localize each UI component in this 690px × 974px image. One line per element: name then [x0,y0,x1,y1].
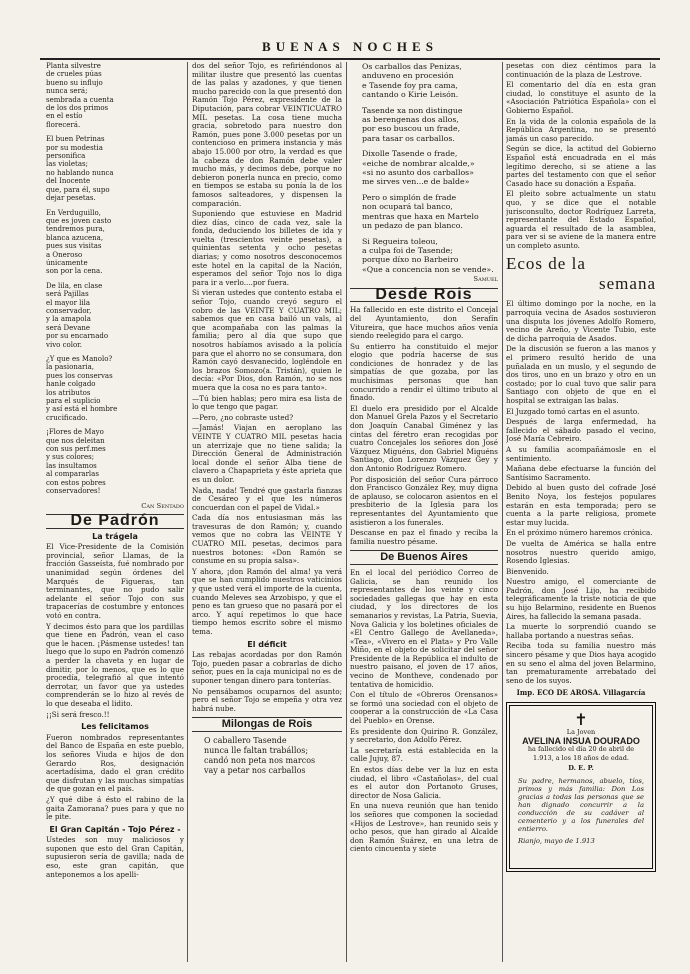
paragraph: En el próximo número haremos crónica. [506,528,653,538]
author-signature: Samuel [473,275,498,284]
paragraph: Con el título de «Obreros Orensanos» se formó una sociedad con el objeto de cooperar a la construcción de «La Casa del Pueblo» en Orense. [350,690,498,726]
poem-stanza: ¡Flores de Mayo que nos deleitan con sus perf.mes y sus colores; las insultamos al compararlas con estos pobres conservadores! [46,428,106,496]
poem-stanza: Pero o simplón de frade non ocupará tal banco, mentras que haxa en Martelo un pedazo de pan blanco. [362,192,479,231]
section-heading: Milongas de Rois [192,717,342,732]
poem-stanza: Planta silvestre de crueles púas bueno su influjo nunca será; sembrada a cuenta de los dos primos en el estío florecerá. [46,62,114,129]
section-heading [506,254,656,294]
poem-stanza: En Verduguillo, que es joven casto tendremos pura, blanca azucena, pues sus visitas a Oneroso únicamente son por la cena. [46,208,112,276]
paragraph: Descanse en paz el finado y reciba la familia nuestro pésame. [350,528,498,546]
section-heading: De Buenos Aires [350,550,498,565]
obituary-date: ha fallecido el día 20 de abril de 1.913, a los 18 años de edad. [527,745,635,762]
paragraph: El comentario del día en esta gran ciudad, lo constituye el asunto de la «Asociación Patriótica Española» con el Gobierno Español. [506,80,656,115]
paragraph: Mañana debe efectuarse la función del Santísimo Sacramento. [506,464,656,482]
poem-stanza: Os carballos das Penizas, anduveno en procesión e Tasende foy pra cama, cantando o Kirie Leisón. [362,62,462,100]
section-heading: De Padrón [46,514,184,529]
paragraph: De la discusión se fueron a las manos y el primero resultó herido de una puñalada en un muslo, y el segundo de dos tiros, uno en un brazo y otro en un costado; por lo cual tuvo que salir para Santiago con objeto de que en el hospital se extraigan las balas. [506,344,656,405]
paragraph: El último domingo por la noche, en la parroquia vecina de Asados sostuvieron una disputa los jóvenes Adolfo Romero, vecino de Areño, y Vicente Tubio, este de dicha parroquia de Asados. [506,299,656,343]
paragraph: Y decimos ésto para que los pardillas que tiene en Padrón, vean el caso que le hacen. ¡Pásmense ustedes! tan luego que lo supo en Padrón comenzó a perder la chaveta y en lugar de dimitir, por lo menos, que es lo que procedía, telegrafió al que intentó derrotar, un favor que ya ustedes comprenderán se lo hizo al revés de lo que deseaba el lidito. [46,621,184,708]
paragraph: La muerte lo sorprendió cuando se hallaba portando a nuestras señas. [506,622,656,640]
paragraph: Su entierro ha constituido el mejor elogio que podría hacerse de sus condiciones de honradez y de las simpatías de que gozaba, por las muchísimas personas que han concurrido a rendir el último tributo al finado. [350,341,498,403]
paragraph: Si vieran ustedes que contento estaba el señor Tojo, cuando creyó seguro el cobro de las VEINTE Y CUATRO MIL; sabemos que en casa bailó un vals, al que acompañaba con las palmas la familia; pero al día que supo que nosotros habíamos avisado a la policía para que el ahorro no se consumara, don Ramón cayó desvanecido, logléndole en los brazos Somozo(a. Tristán), quien le decía: «Por Dios, don Ramón, no se nos muera que la cosa no es para tanto». [192,288,342,392]
paragraph: En estos días debe ver la luz en esta ciudad, el libro «Castañolas», del cual es el autor don Portanoto Gruses, director de Nosa Galicia. [350,765,498,800]
paragraph: ¡¡Si será fresco.!! [46,709,110,719]
masthead-title: BUENAS NOCHES [262,39,438,54]
paragraph: El Juzgado tomó cartas en el asunto. [506,406,640,416]
author-signature: Can Sentado [141,501,184,510]
paragraph: En la vida de la colonia española de la República Argentina, no se presentó jamás un caso parecido. [506,116,656,143]
paragraph: —Jamás! Viajan en aeroplano las VEINTE Y CUATRO MIL pesetas hacia un aterrizaje que no tiene salida; la Dirección General de Administración local donde el señor Alba tiene de clavero a Chapaprieta y éste aprieta que es un dolor. [192,423,342,484]
paragraph: Cada día nos entusiasman más las travesuras de don Ramón; y, cuando vemos que no cobra las VEINTE Y CUATRO MIL pesetas, decimos para nuestros botones: «Don Ramón se consume en su propia salsa». [192,513,342,566]
printer-imprint: Imp. ECO DE AROSA. Villagarcía [516,688,646,698]
poem-stanza: Tasende xa non distingue as berengenas dos allos, por eso buscou un frade, para tasar os carballos. [362,105,463,143]
paragraph: dos del señor Tojo, es refiriéndonos al militar ilustre que presentó las cuentas de las palas y azadones, y que tienen mucho parecido con la que presentó don Ramón Tojo Pérez, expresidente de la Diputación, para cobrar VEINTICUATRO MIL pesetas. La cosa tiene mucha gracia, sobretodo para nuestro don Ramón, pues pone 3.000 pesetas por un contencioso en primera instancia y más abajo 15.000 por otro, la verdad es que la cabeza de don Ramón debe valer mucho más, y decimos debe, porque no debieron ponerla nunca en precio, como en tiempos se estaba su ponía la de los famosos salteadores, y dispensen la comparación. [192,62,342,208]
cross-icon: ✝ [574,710,588,729]
paragraph: Por disposición del señor Cura párroco don Francisco González Rey, muy digna de aplauso, se colocaron asientos en el presbiterio de la Iglesia para los representantes del Ayuntamiento que asistieron a los funerales. [350,474,498,527]
paragraph: Fueron nombrados representantes del Banco de España en este pueblo, los señores Viuda e hijos de don Gerardo Ros, designación acertadísima, dado el gran crédito que disfrutan y las muchas simpatías de que gozan en el país. [46,732,184,794]
obituary-rip: D. E. P. [568,764,594,773]
poem-stanza: El buen Petrinas por su modestia personifica las violetas; no hablando nunca del Inocente que, para él, supo dejar pesetas. [46,135,114,203]
paragraph: Suponiendo que estuviese en Madrid diez días, cinco de cada vez, sale la fonda, deduciendo los billetes de ida y vuelta (trescientos veinte pesetas), a quinientas setenta y ocho pesetas diarias; y como nosotros desconocemos este hotel en la capital de la Nación, esperamos del señor Tojo nos lo diga para ir a verlo....por fuera. [192,209,342,287]
paragraph: En el local del periódico Correo de Galicia, se han reunido los representantes de los veinte y cinco sociedades gallegas que hay en esta ciudad, y los directores de los semanarios y revistas, La Patria, Suevia, Nova Galicia y los boletines oficiales de «El Centro Gallego de Avellaneda», «Tea», «Vivero en el Plata» y Pro Valle Miño, en el objeto de solicitar del señor Presidente de la República el indulto de nuestro paisano, el joven de 17 años, vecino de Montheve, condenado por tentativa de homicidio. [350,567,498,689]
paragraph: Nuestro amigo, el comerciante de Padrón, don José Lijo, ha recibido telegráficamente la triste noticia de que su hijo Belarmino, residente en Buenos Aires, ha fallecido la semana pasada. [506,577,656,621]
ecos-title-line-2: semana [599,274,656,294]
paragraph: Ustedes son muy maliciosos y suponen que esto del Gran Capitán, supusieron sería de gavilla; nada de eso, este gran capitán, que anteponemos a los apelli- [46,835,184,879]
paragraph: Nada, nada! Tendré que gastarla fianzas de Cesáreo y el que les números concuerdan con el papel de Vidal.» [192,485,342,512]
paragraph: ¿Y qué dibe á ésto el rabino de la gaita Zamorana? pues para y que no le pite. [46,794,184,822]
paragraph: En una nueva reunión que han tenido los señores que componen la sociedad «Hijos de Lestrove», han reunido seis y ocho pesos, que han girado al Alcalde don Ramón Suárez, en una letra de ciento cincuenta y siete [350,801,498,854]
column-3 [350,62,498,962]
article-title: Les felicitamos [81,722,149,732]
paragraph: pesetas con diez céntimos para la continuación de la plaza de Lestrove. [506,62,656,79]
obituary-notice [506,702,656,872]
paragraph: Después de larga enfermedad, ha fallecido el sábado pasado el vecino, José María Cebreiro. [506,417,656,444]
paragraph: Ha fallecido en este distrito el Concejal del Ayuntamiento, don Serafín Vitureira, que hace muchos años venía siendo reelegido para el cargo. [350,305,498,341]
poem-stanza: ¿Y que es Manolo? la pasionaria, pues los conservas hanle colgado los atributos para el suplicio y así está el hombre crucificado. [46,355,118,422]
column-divider [502,62,503,962]
column-2 [192,62,342,962]
column-divider [346,62,347,962]
paragraph: —Pero, ¿no cobraste usted? [192,412,294,422]
paragraph: —Tú bien hablas; pero mira esa lista de lo que tengo que pagar. [192,393,342,412]
obituary-label: La Joven [566,728,596,736]
column-divider [187,62,188,962]
paragraph: El duelo era presidido por el Alcalde don Manuel Grela Pazos y el Secretario don Joaquín Canabal Giménez y las cintas del féretro eran recogidas por cuatro Concejales los señores don José Vázquez Miguéns, don Gabriel Miguéns Santiago, don Lorenzo Vázquez Gey y don Antonio Rodríguez Romero. [350,403,498,473]
obituary-footer: Rianjo, mayo de 1.913 [518,836,595,845]
paragraph: Bienvenido. [506,566,549,576]
ecos-title-line-1: Ecos de la [506,254,586,274]
paragraph: No pensábamos ocuparnos del asunto; pero el señor Tojo se empeña y otra vez habrá nube. [192,686,342,713]
paragraph: De vuelta de América se halla entre nosotros nuestro querido amigo, Rosendo Iglesias. [506,538,656,566]
poem-stanza: Si Regueira toleou, a culpa foi de Tasende; porque díxo no Barbeiro «Que a concencia non se vende». [362,236,494,274]
obituary-text: Su padre, hermanos, abuelo, tíos, primos y más familia: Don Los gracias a todas las personas que se han dignado concurrir a la conducción de su cadáver al cementerio y a los funerales del entierro. [518,776,644,833]
paragraph: Reciba toda su familia nuestro más sincero pésame y que Dios haya acogido en su seno el alma del joven Belarmino, tan prematuramente arrebatado del seno de los suyos. [506,641,656,685]
poem-stanza: Dixolle Tasende o frade, «eiche de nombrar alcalde,» «si no asunto dos carballos» me sirves ven...e de balde» [362,149,475,187]
poem-stanza: O caballero Tasende nunca lle faltan trabállos; candó non peta nos marcos vay a petar nos carballos [204,735,316,775]
paragraph: Las rebajas acordadas por don Ramón Tojo, pueden pasar a cobrarlas de dicho señor, pues en la caja municipal no es de suponer tengan dinero para tonterías. [192,650,342,685]
paragraph: Y ahora, ¡don Ramón del alma! ya verá que se han cumplido nuestros vaticinios y que usted verá el importe de la cuenta, cuando Meleves sea Arzobispo, y que el peno es tan grueso que no pasará por el arco. Y aquí repetimos lo que hace tiempo hemos escrito sobre el mismo tema. [192,566,342,636]
paragraph: Debido al buen gusto del cofrade José Benito Noya, los festejos populares estarán en esta temporada; pero se cuenta a la parte religiosa, promete estar muy lucida. [506,483,656,527]
paragraph: A su familia acompañámosle en el sentimiento. [506,444,656,463]
paragraph: El Vice-Presidente de la Comisión provincial, señor Llamas, de la fracción Gasseísta, fué nombrado por unanimidad según órdenes del Marqués de Figueras, tan terminantes, que no pudo salir adelante el señor Tojo con sus trapacerías de costumbre y entonces votó en contra. [46,542,184,621]
poem-stanza: De lila, en clase será Pajillas el mayor lila conservador, y la amapola será Devane por su encarnado vivo color. [46,281,109,349]
article-title: El déficit [247,639,287,649]
masthead [40,28,660,60]
paragraph: Según se dice, la actitud del Gobierno Español está encuadrada en el más legítimo derecho, si se atiene a las partes del testamento con que el señor Casado hace su donación a España. [506,144,656,188]
column-1 [46,62,184,962]
paragraph: La secretaría está establecida en la calle Jujuy, 87. [350,745,498,764]
article-title: La trágela [92,531,138,541]
article-title: El Gran Capitán - Tojo Pérez - [49,824,181,834]
section-heading: Desde Rois [350,288,498,303]
obituary-name: AVELINA INSUA DOURADO [522,735,640,746]
column-4 [506,62,656,962]
paragraph: El pleito sobre actualmente un statu quo, y se dice que el notable jurisconsulto, doctor Rodríguez Larreta, representante del Estado Español, aguarda el resultado de la asamblea, para ver si se aviene de la manera entre un completo asunto. [506,189,656,250]
paragraph: Es presidente don Quirino R. González, y secretario, don Adolfo Pérez. [350,726,498,745]
